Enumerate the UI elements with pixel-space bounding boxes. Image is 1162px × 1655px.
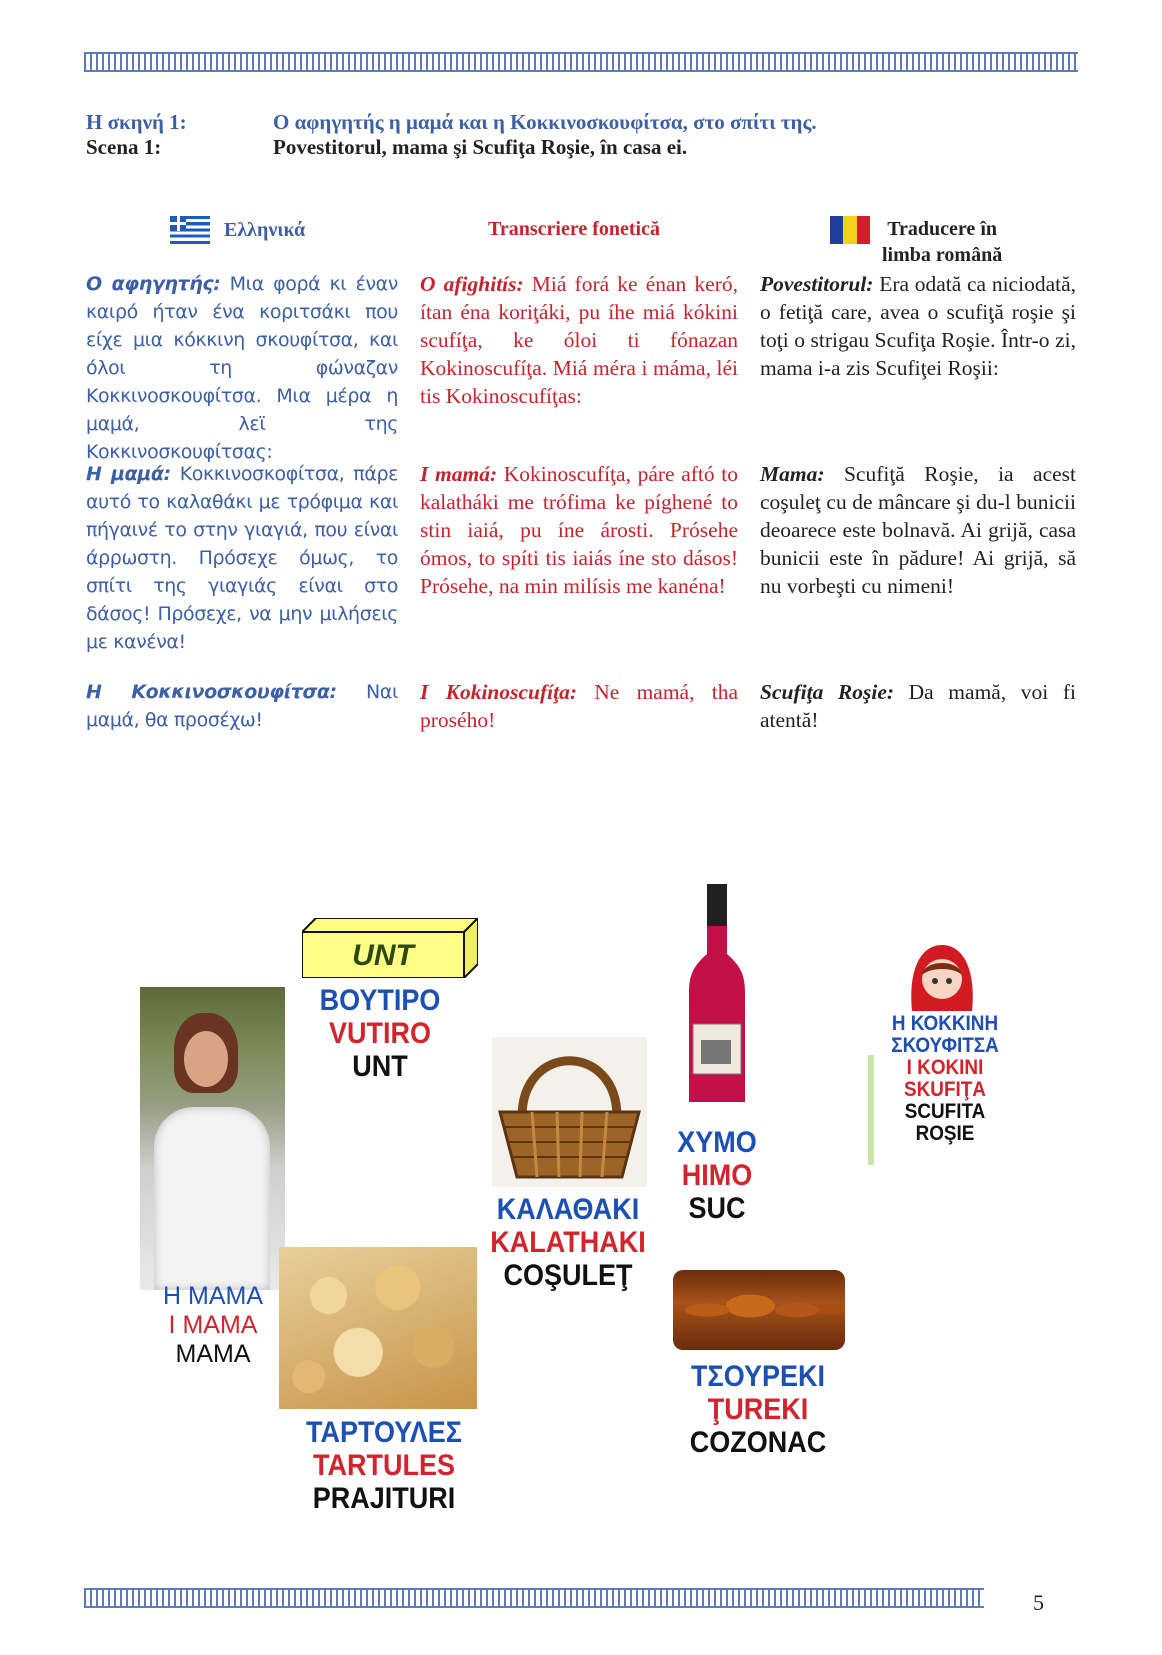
greek-paragraph-mama <box>86 460 398 656</box>
caption-greek: Η ΜΑΜΑ <box>163 1282 263 1310</box>
mama-caption <box>140 1282 286 1369</box>
caption-romanian: COZONAC <box>689 1426 827 1459</box>
caption-romanian-line2: ROŞIE <box>915 1122 975 1145</box>
page-number: 5 <box>1033 1590 1044 1615</box>
caption-greek: ΤΣΟΥΡΕΚΙ <box>691 1360 825 1393</box>
scene-label-greek: Η σκηνή 1: <box>86 110 187 134</box>
caption-romanian: SUC <box>688 1192 746 1225</box>
girl-caption <box>887 1013 1004 1145</box>
caption-romanian: COŞULEŢ <box>503 1259 633 1292</box>
line-text: Era odată ca niciodată, o fetiţă care, avea o scufiţă roşie şi toţi o strigau Scufiţa Roşie. Într-o zi, mama i-a zis Scufiţei Roşii: <box>760 272 1076 380</box>
line-text: Da mamă, voi fi atentă! <box>760 680 1076 732</box>
greek-paragraph-girl <box>86 678 398 734</box>
decorative-bar <box>868 1055 874 1165</box>
romanian-header-line1: Traducere în <box>887 218 997 240</box>
caption-transcription-line1: I KOKINI <box>906 1056 984 1079</box>
greek-header-label: Ελληνικά <box>224 219 306 241</box>
mama-photo <box>140 987 285 1290</box>
line-text: Kokinoscufíţa, páre aftó to kalatháki me trófima ke píghené to stin iaiá, pu íne árosti. Prósehe ómos, to spíti tis iaiás íne sto dásos! Prósehe, na min milísis me kanéna! <box>420 462 739 598</box>
speaker-label: Scufiţa Roşie: <box>760 680 895 704</box>
caption-transcription: HIMO <box>681 1159 753 1192</box>
transcription-paragraph-narrator <box>420 270 738 410</box>
romanian-paragraph-mama <box>760 460 1076 600</box>
romanian-paragraph-narrator <box>760 270 1076 382</box>
caption-transcription: I MAMA <box>168 1311 258 1339</box>
caption-romanian: PRAJITURI <box>312 1482 456 1515</box>
caption-romanian: MAMA <box>175 1340 251 1368</box>
red-riding-hood-icon <box>906 941 978 1011</box>
tarts-caption <box>294 1416 474 1515</box>
line-text: Κοκκινοσκοφίτσα, πάρε αυτό το καλαθάκι με τρόφιμα και πήγαινέ το στην γιαγιά, που είναι άρρωστη. Πρόσεχε όμως, το σπίτι της γιαγιάς είναι στο δάσος! Πρόσεχε, να μην μιλήσεις με κανένα! <box>86 463 399 653</box>
caption-transcription: KALATHAKI <box>490 1226 646 1259</box>
caption-greek: ΒΟΥΤΙΡΟ <box>319 984 441 1017</box>
tarts-photo <box>279 1247 477 1409</box>
caption-romanian-line1: SCUFITA <box>904 1100 986 1123</box>
line-text: Μια φορά κι έναν καιρό ήταν ένα κοριτσάκι που είχε μια κόκκινη σκουφίτσα, και όλοι τη φώναζαν Κοκκινοσκουφίτσα. Μια μέρα η μαμά, λεϊ της Κοκκινοσκουφίτσας: <box>86 273 398 463</box>
cozonac-caption <box>677 1360 839 1459</box>
line-text: Scufiţă Roşie, ia acest coşuleţ cu de mâncare şi du-l bunicii deoarece este bolnavă. Ai grijă, casa bunicii este în pădure! Ai grijă, să nu vorbeşti cu nimeni! <box>760 462 1076 598</box>
caption-transcription: ŢUREKI <box>707 1393 809 1426</box>
caption-greek: ΚΑΛΑΘΑΚΙ <box>496 1193 640 1226</box>
line-text: Miá forá ke énan keró, ítan éna koriţáki, pu íhe miá kókini scufíţa, ke óloi ti fónazan Kokinoscufíţa. Miá méra i máma, léi tis Kokinoscufíţas: <box>420 272 738 408</box>
speaker-label: I mamá: <box>420 462 498 486</box>
greek-key-border-top <box>84 52 1078 72</box>
speaker-label: Η μαμά: <box>86 463 171 485</box>
scene-label-romanian: Scena 1: <box>86 135 162 159</box>
romanian-column-header <box>830 216 1002 268</box>
caption-greek-line2: ΣΚΟΥΦΙΤΣΑ <box>891 1034 999 1057</box>
speaker-label: Mama: <box>760 462 825 486</box>
transcription-paragraph-mama <box>420 460 738 600</box>
caption-transcription: VUTIRO <box>328 1017 432 1050</box>
caption-transcription-line2: SKUFIŢA <box>904 1078 986 1101</box>
caption-greek: ΤΑΡΤΟΥΛΕΣ <box>305 1416 463 1449</box>
butter-caption <box>299 984 461 1083</box>
caption-transcription: TARTULES <box>312 1449 455 1482</box>
greek-key-border-bottom <box>84 1588 984 1608</box>
romanian-header-line2: limba română <box>882 244 1003 266</box>
cozonac-bread-photo <box>673 1270 845 1350</box>
scene-text-romanian: Povestitorul, mama şi Scufiţa Roşie, în casa ei. <box>273 135 688 159</box>
speaker-label: Povestitorul: <box>760 272 874 296</box>
butter-box-icon <box>302 918 478 978</box>
caption-greek: ΧΥΜΟ <box>677 1126 757 1159</box>
juice-caption <box>664 1126 770 1225</box>
caption-greek-line1: Η ΚΟΚΚΙΝΗ <box>891 1012 999 1035</box>
caption-romanian: UNT <box>352 1050 408 1083</box>
juice-bottle-icon <box>685 884 749 1109</box>
butter-box-label: UNT <box>352 939 414 972</box>
speaker-label: Η Κοκκινοσκουφίτσα: <box>86 681 337 703</box>
greek-paragraph-narrator <box>86 270 398 466</box>
line-text: Ναι μαμά, θα προσέχω! <box>86 681 398 731</box>
speaker-label: O afighitís: <box>420 272 524 296</box>
line-text: Ne mamá, tha prosého! <box>420 680 738 732</box>
basket-caption <box>487 1193 649 1292</box>
speaker-label: I Kokinoscufíţa: <box>420 680 578 704</box>
scene-text-greek: Ο αφηγητής η μαμά και η Κοκκινοσκουφίτσα, στο σπίτι της. <box>273 110 817 134</box>
romania-flag-icon <box>830 216 870 244</box>
greece-flag-icon <box>170 216 210 244</box>
greek-column-header <box>170 216 305 244</box>
transcription-column-header: Transcriere fonetică <box>488 218 660 240</box>
basket-icon <box>492 1037 647 1187</box>
transcription-paragraph-girl <box>420 678 738 734</box>
speaker-label: Ο αφηγητής: <box>86 273 221 295</box>
romanian-paragraph-girl <box>760 678 1076 734</box>
